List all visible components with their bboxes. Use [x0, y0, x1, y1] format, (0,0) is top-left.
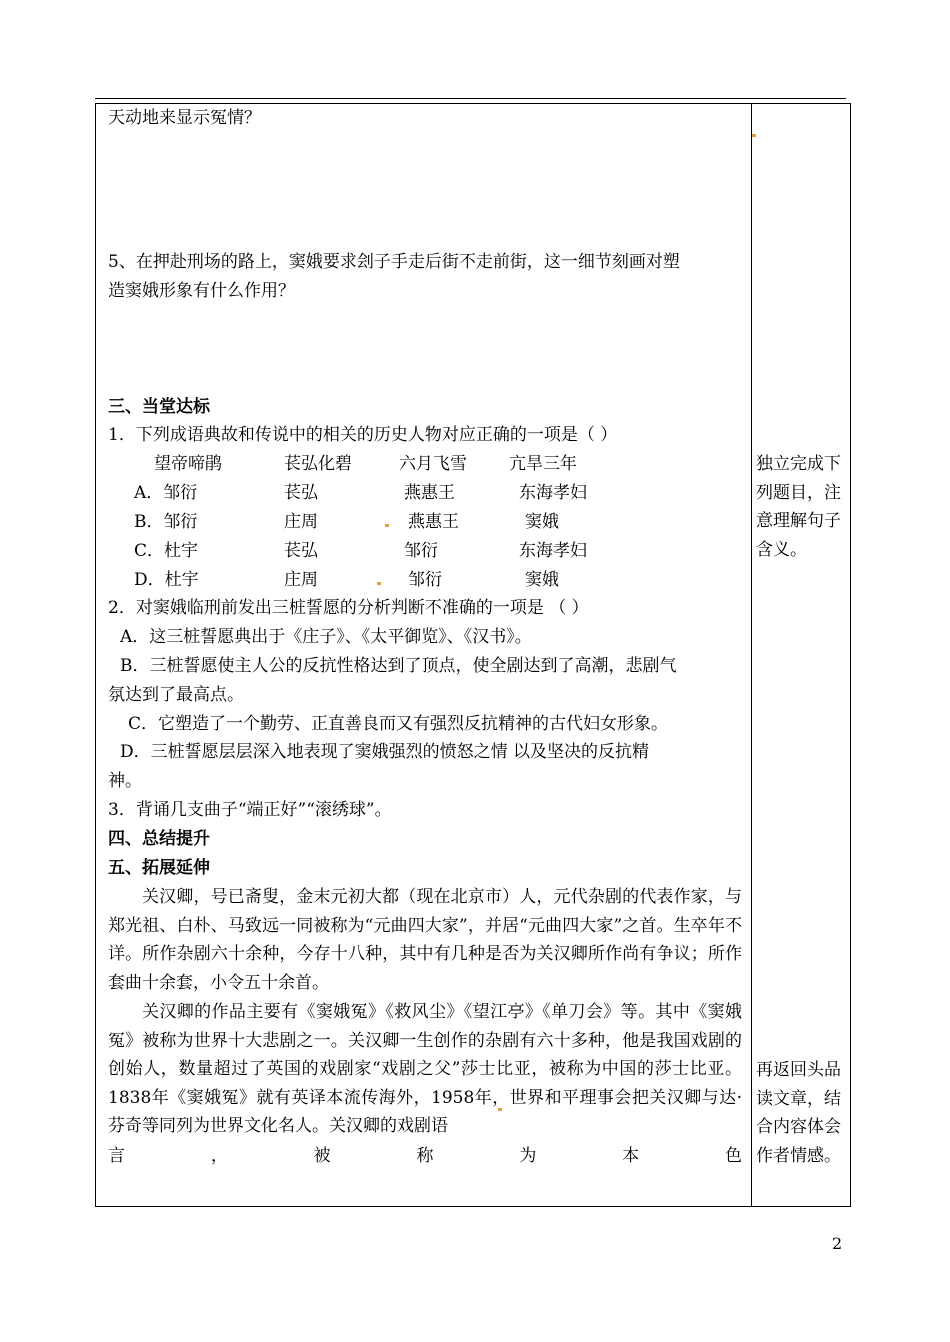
- extension-paragraph-2: 关汉卿的作品主要有《窦娥冤》《救风尘》《望江亭》《单刀会》等。其中《窦娥冤》被称为世界十大悲剧之一。关汉卿一生创作的杂剧有六十多种，他是我国戏剧的创始人，数量超过了英国的戏剧家“戏剧之父”莎士比亚，被称为中国的莎士比亚。1838年《窦娥冤》就有英译本流传海外，1958年，世界和平理事会把关汉卿与达·芬奇等同列为世界文化名人。关汉卿的戏剧语: [108, 1002, 742, 1136]
- text-char: 言: [108, 1146, 125, 1166]
- q2-option-c: C．它塑造了一个勤劳、正直善良而又有强烈反抗精神的古代妇女形象。: [128, 714, 669, 734]
- option-cell: 邹衍: [408, 570, 442, 590]
- side-note-2: [756, 1056, 846, 1170]
- extension-paragraph-2-last-line: [108, 1142, 742, 1171]
- q1-header: 苌弘化碧: [284, 454, 352, 474]
- option-cell: 东海孝妇: [519, 483, 587, 503]
- section4-title: 四、总结提升: [108, 829, 210, 849]
- text-char: 本: [622, 1146, 640, 1166]
- side-note-line: 含义。: [756, 539, 807, 560]
- option-cell: D．杜宇: [134, 570, 199, 590]
- q5-line-2: 造窦娥形象有什么作用？: [108, 281, 295, 301]
- orange-mark: [498, 1108, 502, 1111]
- text-char: 色: [724, 1146, 742, 1166]
- q1-header: 六月飞雪: [399, 454, 467, 474]
- q2-option-b-2: 氛达到了最高点。: [108, 685, 244, 705]
- q1-option-a: [134, 479, 639, 508]
- orange-mark: [385, 524, 389, 527]
- extension-paragraph-1: 关汉卿，号已斋叟，金末元初大都（现在北京市）人，元代杂剧的代表作家，与郑光祖、白朴、马致远一同被称为“元曲四大家”，并居“元曲四大家”之首。生卒年不详。所作杂剧六十余种，今存十八种，其中有几种是否为关汉卿所作尚有争议；所作套曲十余套，小令五十余首。: [108, 887, 742, 993]
- section3-title: 三、当堂达标: [108, 397, 210, 417]
- side-note-line: 意理解句子: [756, 511, 841, 531]
- q2-option-d-2: 神。: [108, 771, 142, 791]
- q3: 3．背诵几支曲子“端正好”“滚绣球”。: [108, 800, 392, 820]
- page-number: 2: [832, 1234, 843, 1253]
- option-cell: 邹衍: [404, 541, 438, 561]
- side-note-line: 作者情感。: [756, 1145, 841, 1166]
- option-cell: 苌弘: [284, 483, 318, 503]
- side-note-line: 独立完成下: [756, 454, 841, 474]
- option-cell: 燕惠王: [404, 483, 455, 503]
- option-cell: A．邹衍: [134, 483, 198, 503]
- q1-header: 望帝啼鹃: [154, 454, 222, 474]
- side-note-line: 再返回头品: [756, 1060, 841, 1080]
- option-cell: 燕惠王: [408, 512, 459, 532]
- top-line: 天动地来显示冤情？: [108, 108, 261, 128]
- text-char: 被: [313, 1146, 331, 1166]
- option-cell: 窦娥: [525, 512, 559, 532]
- text-char: ，: [210, 1146, 228, 1166]
- q1-stem: 1．下列成语典故和传说中的相关的历史人物对应正确的一项是（ ）: [108, 425, 618, 445]
- q1-headers: [154, 450, 619, 479]
- option-cell: C．杜宇: [134, 541, 199, 561]
- lesson-table: [95, 103, 851, 1207]
- q1-option-b: [134, 508, 645, 537]
- option-cell: 窦娥: [525, 570, 559, 590]
- option-cell: 庄周: [284, 570, 318, 590]
- text-char: 称: [416, 1146, 434, 1166]
- column-divider: [751, 104, 752, 1206]
- q5-line-1: 5、在押赴刑场的路上，窦娥要求刽子手走后街不走前街，这一细节刻画对塑: [108, 252, 680, 272]
- header-rule: [95, 98, 846, 99]
- orange-mark: [752, 134, 756, 137]
- q2-stem: 2．对窦娥临刑前发出三桩誓愿的分析判断不准确的一项是 （ ）: [108, 598, 589, 618]
- side-note-1: [756, 450, 846, 564]
- text-char: 为: [519, 1146, 537, 1166]
- side-note-line: 合内容体会: [756, 1117, 841, 1137]
- section5-title: 五、拓展延伸: [108, 858, 210, 878]
- q1-option-c: [134, 537, 639, 566]
- q1-option-d: [134, 566, 645, 595]
- option-cell: 东海孝妇: [519, 541, 587, 561]
- q2-option-d-1: D．三桩誓愿层层深入地表现了窦娥强烈的愤怒之情 以及坚决的反抗精: [120, 742, 650, 762]
- q2-option-a: A．这三桩誓愿典出于《庄子》、《太平御览》、《汉书》。: [120, 627, 532, 647]
- option-cell: 庄周: [284, 512, 318, 532]
- side-note-line: 列题目，注: [756, 482, 841, 503]
- option-cell: B．邹衍: [134, 512, 198, 532]
- q1-header: 亢旱三年: [509, 454, 577, 474]
- side-note-line: 读文章，结: [756, 1088, 841, 1109]
- option-cell: 苌弘: [284, 541, 318, 561]
- orange-mark: [377, 582, 381, 585]
- q2-option-b-1: B．三桩誓愿使主人公的反抗性格达到了顶点，使全剧达到了高潮，悲剧气: [120, 656, 677, 676]
